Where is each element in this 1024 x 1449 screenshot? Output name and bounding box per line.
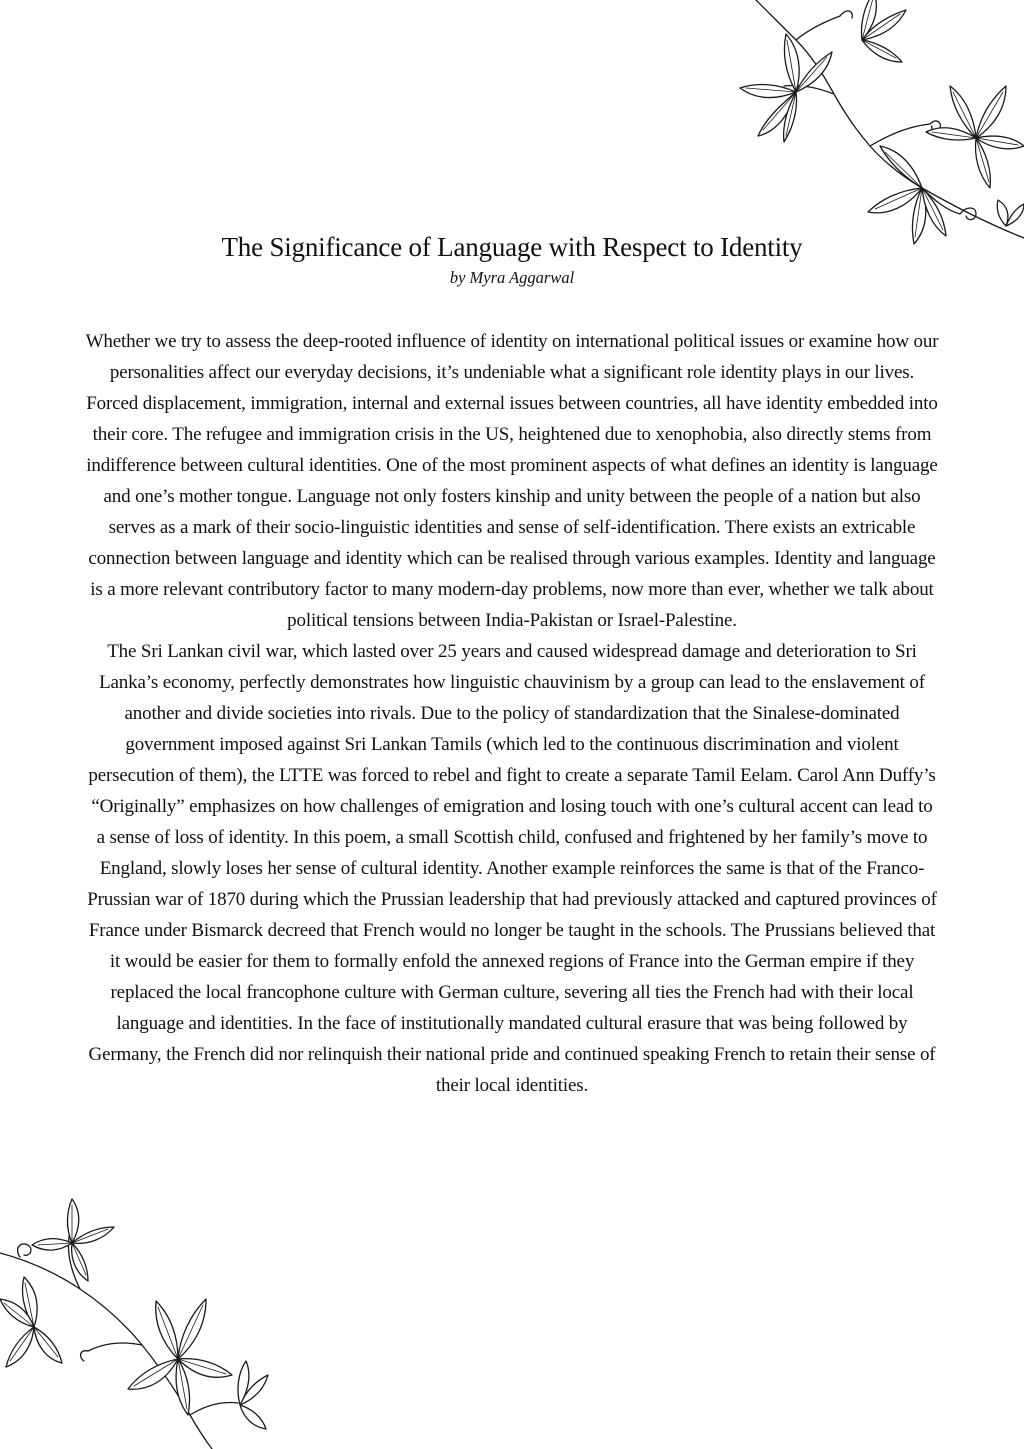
article	[85, 228, 939, 1101]
article-paragraph-1: Whether we try to assess the deep-rooted influence of identity on international political issues or examine how our personalities affect our everyday decisions, it’s undeniable what a significant role identity plays in our lives. Forced displacement, immigration, internal and external issues between countries, all have identity embedded into their core. The refugee and immigration crisis in the US, heightened due to xenophobia, also directly stems from indifference between cultural identities. One of the most prominent aspects of what defines an identity is language and one’s mother tongue. Language not only fosters kinship and unity between the people of a nation but also serves as a mark of their socio-linguistic identities and sense of self-identification. There exists an extricable connection between language and identity which can be realised through various examples. Identity and language is a more relevant contributory factor to many modern-day problems, now more than ever, whether we talk about political tensions between India-Pakistan or Israel-Palestine.	[85, 331, 939, 631]
article-title: The Significance of Language with Respect to Identity	[221, 232, 803, 262]
article-byline: by Myra Aggarwal	[449, 268, 575, 287]
article-paragraph-2: The Sri Lankan civil war, which lasted over 25 years and caused widespread damage and deterioration to Sri Lanka’s economy, perfectly demonstrates how linguistic chauvinism by a group can lead to the enslavement of another and divide societies into rivals. Due to the policy of standardization that the Sinalese-dominated government imposed against Sri Lankan Tamils (which led to the continuous discrimination and violent persecution of them), the LTTE was forced to rebel and fight to create a separate Tamil Eelam. Carol Ann Duffy’s “Originally” emphasizes on how challenges of emigration and losing touch with one’s cultural accent can lead to a sense of loss of identity. In this poem, a small Scottish child, confused and frightened by her family’s move to England, slowly loses her sense of cultural identity. Another example reinforces the same is that of the Franco-Prussian war of 1870 during which the Prussian leadership that had previously attacked and captured provinces of France under Bismarck decreed that French would no longer be taught in the schools. The Prussians believed that it would be easier for them to formally enfold the annexed regions of France into the German empire if they replaced the local francophone culture with German culture, severing all ties the French had with their local language and identities. In the face of institutionally mandated cultural erasure that was being followed by Germany, the French did nor relinquish their national pride and continued speaking French to retain their sense of their local identities.	[87, 641, 937, 1096]
ivy-vine-illustration-bottom-left	[0, 1209, 270, 1449]
ivy-vine-illustration-top-right	[684, 0, 1024, 250]
